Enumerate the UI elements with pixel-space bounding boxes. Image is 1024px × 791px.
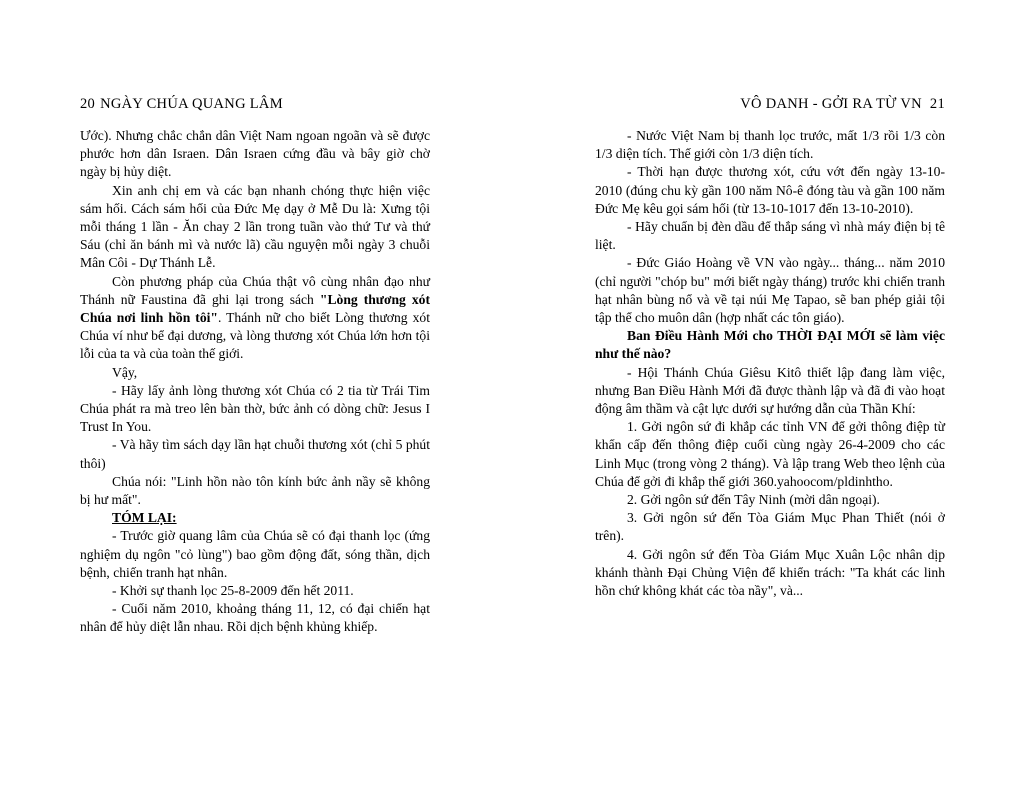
paragraph: - Hãy chuẩn bị đèn dầu để thắp sáng vì nhà máy điện bị tê liệt.	[595, 219, 945, 253]
paragraph: - Hội Thánh Chúa Giêsu Kitô thiết lập đang làm việc, nhưng Ban Điều Hành Mới đã được thành lập và đã đi vào hoạt động âm thầm và cật lực dưới sự hướng dẫn của Thần Khí:	[595, 364, 945, 417]
right-running-head	[595, 96, 945, 113]
paragraph-text: . Thánh nữ cho biết Lòng thương xót Chúa ví như bể đại dương, và lòng thương xót Chúa lớn hơn tội lỗi của ta và của toàn thế giới.	[80, 310, 430, 362]
paragraph: - Đức Giáo Hoàng về VN vào ngày... tháng... năm 2010 (chỉ người "chóp bu" mới biết ngày tháng) trước khi chiến tranh hạt nhân bùng nổ và về tại núi Mẹ Tapao, sẽ ban phép giải tội tập thể cho muôn dân (hợp nhất các tôn giáo).	[595, 255, 945, 326]
paragraph: Chúa nói: "Linh hồn nào tôn kính bức ảnh nầy sẽ không bị hư mất".	[80, 473, 430, 508]
paragraph: 3. Gởi ngôn sứ đến Tòa Giám Mục Phan Thiết (nói ở trên).	[595, 510, 945, 544]
page-number: 21	[929, 96, 945, 112]
paragraph: - Hãy lấy ảnh lòng thương xót Chúa có 2 tia từ Trái Tim Chúa phát ra mà treo lên bàn thờ, bức ảnh có dòng chữ: Jesus I Trust In You.	[80, 382, 430, 435]
paragraph: 1. Gởi ngôn sứ đi khắp các tỉnh VN để gởi thông điệp từ khẩn cấp đến thông điệp cuối cùng ngày 26-4-2009 cho các Linh Mục (trong vòng 2 tháng). Và lập trang Web theo lệnh của Chúa để gởi đi khắp thế giới 360.yahoocom/pldinhtho.	[595, 419, 945, 489]
paragraph: 4. Gởi ngôn sứ đến Tòa Giám Mục Xuân Lộc nhân dịp khánh thành Đại Chủng Viện để khiển trách: "Ta khát các linh hồn chứ không khát các tòa nầy", và...	[595, 546, 945, 599]
left-page-body	[80, 127, 430, 637]
book-title: "Lòng thương xót Chúa nơi linh hồn tôi"	[80, 291, 430, 326]
paragraph: - Cuối năm 2010, khoảng tháng 11, 12, có đại chiến hạt nhân để hủy diệt lẫn nhau. Rồi dịch bệnh khủng khiếp.	[80, 601, 430, 635]
paragraph: - Thời hạn được thương xót, cứu vớt đến ngày 13-10-2010 (đúng chu kỳ gần 100 năm Nô-ê đóng tàu và gần 100 năm Đức Mẹ kêu gọi sám hối (từ 13-10-1017 đến 13-10-2010).	[595, 164, 945, 216]
paragraph: - Trước giờ quang lâm của Chúa sẽ có đại thanh lọc (ứng nghiệm dụ ngôn "cỏ lùng") bao gồm động đất, sóng thần, dịch bệnh, chiến tranh hạt nhân.	[80, 528, 430, 580]
right-page-body	[595, 127, 945, 600]
paragraph: - Và hãy tìm sách dạy lần hạt chuỗi thương xót (chỉ 5 phút thôi)	[80, 437, 430, 471]
running-title: NGÀY CHÚA QUANG LÂM	[100, 96, 283, 112]
section-heading: Ban Điều Hành Mới cho THỜI ĐẠI MỚI sẽ làm việc như thế nào?	[595, 328, 945, 362]
paragraph: Xin anh chị em và các bạn nhanh chóng thực hiện việc sám hối. Cách sám hối của Đức Mẹ dạy ở Mễ Du là: Xưng tội mỗi tháng 1 lần - Ăn chay 2 lần trong tuần vào thứ Tư và thứ Sáu (chỉ ăn bánh mì và nước lã) cầu nguyện mỗi ngày 3 chuỗi Mân Côi - Dự Thánh Lễ.	[80, 182, 430, 271]
paragraph: Ước). Nhưng chắc chắn dân Việt Nam ngoan ngoãn và sẽ được phước hơn dân Israen. Dân Israen cứng đầu và bây giờ chờ ngày bị hủy diệt.	[80, 128, 430, 180]
summary-heading: TÓM LẠI:	[112, 510, 177, 526]
summary-heading-line	[80, 509, 430, 527]
paragraph: - Khởi sự thanh lọc 25-8-2009 đến hết 2011.	[112, 583, 354, 599]
running-title: VÔ DANH - GỞI RA TỪ VN	[740, 96, 922, 112]
paragraph: 2. Gởi ngôn sứ đến Tây Ninh (mời dân ngoại).	[627, 492, 880, 508]
page-number: 20	[80, 96, 96, 112]
mercy-paragraph	[80, 273, 430, 364]
paragraph: Vậy,	[112, 364, 138, 380]
left-running-head	[80, 96, 430, 113]
paragraph: - Nước Việt Nam bị thanh lọc trước, mất 1/3 rồi 1/3 còn 1/3 diện tích. Thế giới còn 1/3 diện tích.	[595, 128, 945, 162]
paragraph-text: Còn phương pháp của Chúa thật vô cùng nhân đạo như Thánh nữ Faustina đã ghi lại trong sách	[80, 273, 430, 307]
